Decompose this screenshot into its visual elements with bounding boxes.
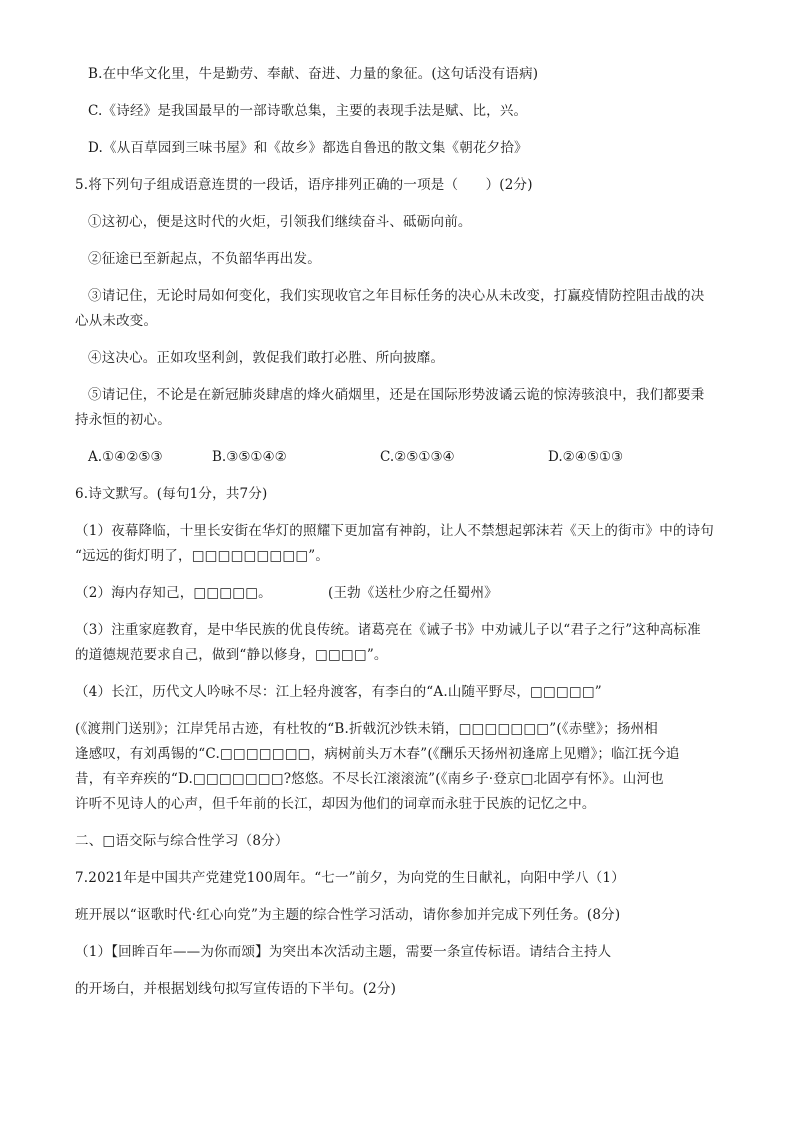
q6-part4-line5: 许听不见诗人的心声，但千年前的长江，却因为他们的词章而永驻于民族的记忆之中。 bbox=[75, 796, 596, 812]
q6-part1-line1: （1）夜幕降临，十里长安街在华灯的照耀下更加富有神韵，让人不禁想起郭沫若《天上的街市》中的诗句 bbox=[75, 523, 714, 539]
q5-sentence-4: ④这决心。正如攻坚利剑，敦促我们敢打必胜、所向披靡。 bbox=[88, 350, 445, 366]
q7-task1-line2: 的开场白，并根据划线句拟写宣传语的下半句。(2分) bbox=[75, 981, 397, 997]
q7-line1: 7.2021年是中国共产党建党100周年。“七一”前夕，为向党的生日献礼，向阳中学八（1） bbox=[75, 870, 625, 886]
q6-part4-line1: （4）长江，历代文人吟咏不尽：江上轻舟渡客，有李白的“A.山随平野尽，□□□□□” bbox=[75, 684, 602, 700]
q5-sentence-2: ②征途已至新起点，不负韶华再出发。 bbox=[88, 251, 321, 267]
q5-option-c[interactable]: C.②⑤①③④ bbox=[380, 449, 455, 465]
q5-option-d[interactable]: D.②④⑤①③ bbox=[548, 449, 624, 465]
q6-part2-source: (王勃《送杜少府之任蜀州》 bbox=[328, 585, 498, 601]
q4-option-c: C.《诗经》是我国最早的一部诗歌总集，主要的表现手法是赋、比，兴。 bbox=[88, 103, 528, 119]
section-2-title: 二、□语交际与综合性学习（8分） bbox=[75, 833, 289, 849]
q6-part2: （2）海内存知己，□□□□□。 bbox=[75, 585, 272, 601]
q5-sentence-1: ①这初心，便是这时代的火炬，引领我们继续奋斗、砥砺向前。 bbox=[88, 214, 472, 230]
q4-option-d: D.《从百草园到三味书屋》和《故乡》都选自鲁迅的散文集《朝花夕拾》 bbox=[88, 140, 528, 156]
q6-part1-line2: “远远的街灯明了，□□□□□□□□□”。 bbox=[75, 548, 330, 564]
q7-task1-line1: （1）【回眸百年——为你而颂】为突出本次活动主题，需要一条宣传标语。请结合主持人 bbox=[75, 944, 612, 960]
q7-line2: 班开展以“讴歌时代·红心向党”为主题的综合性学习活动，请你参加并完成下列任务。(8分) bbox=[75, 907, 621, 923]
q6-part3-line1: （3）注重家庭教育，是中华民族的优良传统。诸葛亮在《诫子书》中劝诫儿子以“君子之行”这种高标准 bbox=[75, 622, 701, 638]
q6-part4-line4: 昔，有辛弃疾的“D.□□□□□□□?悠悠。不尽长江滚滚流”(《南乡子·登京□北固亭有怀》。山河也 bbox=[75, 771, 664, 787]
q6-part4-line3: 逢感叹，有刘禹锡的“C.□□□□□□□，病树前头万木春”(《酬乐天扬州初逢席上见赠》；临江抚今追 bbox=[75, 746, 680, 762]
q5-option-a[interactable]: A.①④②⑤③ bbox=[88, 449, 163, 465]
q5-option-b[interactable]: B.③⑤①④② bbox=[212, 449, 287, 465]
q5-sentence-5-line2: 持永恒的初心。 bbox=[75, 412, 171, 428]
q5-sentence-3-line2: 心从未改变。 bbox=[75, 313, 158, 329]
q5-sentence-5-line1: ⑤请记住，不论是在新冠肺炎肆虐的烽火硝烟里，还是在国际形势波谲云诡的惊涛骇浪中，我们都要秉 bbox=[88, 387, 705, 403]
q5-stem: 5.将下列句子组成语意连贯的一段话，语序排列正确的一项是（ ）(2分) bbox=[75, 177, 533, 193]
q6-part3-line2: 的道德规范要求自己，做到“静以修身，□□□□”。 bbox=[75, 647, 388, 663]
q5-sentence-3-line1: ③请记住，无论时局如何变化，我们实现收官之年目标任务的决心从未改变，打赢疫情防控阻击战的决 bbox=[88, 288, 705, 304]
q6-stem: 6.诗文默写。(每句1分，共7分) bbox=[75, 486, 268, 502]
q4-option-b: B.在中华文化里，牛是勤劳、奉献、奋进、力量的象征。(这句话没有语病) bbox=[88, 66, 539, 82]
q6-part4-line2: (《渡荆门送别》；江岸凭吊古迹，有杜牧的“B.折戟沉沙铁未销，□□□□□□□”(《赤壁》；扬州相 bbox=[75, 721, 658, 737]
